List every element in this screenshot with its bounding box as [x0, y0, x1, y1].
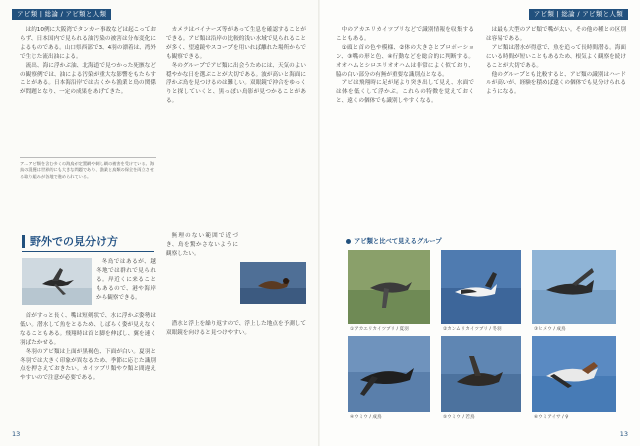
gallery-caption-4: ④ウミウ / 成鳥: [350, 415, 382, 420]
paragraph: ①頭と首の色や模様、②体の大きさとプロポーション、③嘴の形と色、④行動などを総合的に判断する。オオハムとシロエリオオハムは非常によく似ており、脇の白い部分の有無が重要な識別点となる。: [336, 44, 474, 78]
heading-bar: [22, 235, 25, 248]
gallery-caption-1: ①アカエリカイツブリ / 夏羽: [350, 327, 409, 332]
gallery-heading-text: アビ類と比べて見えるグループ: [354, 238, 442, 245]
paragraph: 中のアカエリカイツブリなどで識別情報を収集することもある。: [336, 27, 474, 42]
gallery-caption-2: ②カンムリカイツブリ / 冬羽: [443, 327, 502, 332]
right-col2: [486, 26, 626, 222]
paragraph: アビは飛翔時に足が尾より突き出して見え、水面では体を低くして浮かぶ。これらの特徴を覚えておくと、遠くの個体でも識別しやすくなる。: [336, 80, 474, 105]
paragraph: カメラはバイナーズ等があって生息を確認することができる。アビ類は沿岸の比較的浅い水域で見られることが多く、望遠鏡やスコープを用いれば離れた場所からでも観察できる。: [166, 27, 306, 60]
paragraph: は最も大型のアビ類で嘴が太い。その他の種との区別は容易である。: [486, 27, 626, 42]
bird-photo-flying: [22, 258, 92, 305]
left-upper-col1: [20, 26, 156, 154]
paragraph: は約10例に大阪湾でタンカー事故などは起こっておらず、日本国内で見られる油汚染の被害は分布変化によるものである。山口県西部で3、4羽の漂着は、湾外で生じた流出油による。: [20, 27, 156, 60]
gallery-photo-5: [441, 336, 521, 412]
gallery-caption-6: ⑥ウミアイサ / ♀: [534, 415, 569, 420]
left-lower-col1b: [20, 312, 156, 428]
left-header-tab: アビ類 | 総論 / アビ類と人類: [12, 9, 111, 20]
left-upper-col2: [166, 26, 306, 224]
gallery-heading: [346, 236, 442, 245]
section-title: 野外での見分け方: [30, 235, 118, 248]
left-lower-col2: [166, 232, 238, 318]
left-lower-col2b: [166, 320, 306, 428]
gallery-caption-5: ⑤ウミウ / 若鳥: [443, 415, 475, 420]
paragraph: 冬のグループでアビ類に出会うためには、天気のよい穏やかな日を選ぶことが大切である。波が高いと海面に浮かぶ鳥を見つけるのは難しい。双眼鏡で沖合をゆっくりと探していくと、黒っぽい鳥影が見つかることがある。: [166, 62, 306, 105]
page-number-right: 13: [619, 430, 628, 438]
gallery-photo-1: [348, 250, 430, 324]
gallery-photo-6: [532, 336, 616, 412]
paragraph: 冬羽のアビ類は上面が黒褐色、下面が白い。夏羽と冬羽では大きく印象が異なるため、季節に応じた識別点を押さえておきたい。カイツブリ類やウ類と間違えやすいので注意が必要である。: [20, 348, 156, 382]
footnote: ア…アビ類を含む多くの海鳥が定置網や刺し網の被害を受けている。海鳥の混獲は世界的にも大きな問題であり、漁業と鳥類の保全を両立させる取り組みが各地で進められている。: [20, 157, 156, 180]
paragraph: 流出、海に浮かぶ油、北海道で見つかった死骸などの観察例では、油による汚染が重大な影響をもたらすことがある。日本海沿岸では古くから漁業と鳥の関係が問題となり、一定の成果をあげてきた。: [20, 62, 156, 96]
gallery-photo-4: [348, 336, 430, 412]
bird-photo-swimming: [240, 262, 306, 304]
right-page: [320, 0, 640, 446]
right-header-tab: アビ類 | 総論 / アビ類と人類: [529, 9, 628, 20]
paragraph: 他のグループとも比較すると、アビ類の識別はハードルが高いが、経験を積めば遠くの個体でも見分けられるようになる。: [486, 71, 626, 96]
gallery-caption-3: ③ヒメウ / 成鳥: [534, 327, 566, 332]
section-heading: [22, 232, 154, 252]
paragraph: 潜水と浮上を繰り返すので、浮上した地点を予測して双眼鏡を向けると見つけやすい。: [166, 321, 306, 336]
paragraph: 首がすっと長く、嘴は短剣状で、水に浮かぶ姿勢は低い。潜水して魚をとるため、しばらく姿が見えなくなることもある。飛翔時は首と脚を伸ばし、翼を速く羽ばたかせる。: [20, 313, 156, 346]
page-number-left: 13: [12, 430, 21, 438]
paragraph: 無理のない範囲で近づき、鳥を驚かさないように観察したい。: [166, 233, 238, 257]
gallery-photo-3: [532, 250, 616, 324]
left-lower-col1: [96, 258, 156, 310]
paragraph: アビ類は潜水が得意で、魚を追って長時間潜る。海面にいる時間が短いこともあるため、根気よく観察を続けることが大切である。: [486, 44, 626, 69]
paragraph: 冬鳥ではあるが、越冬地では群れで見られる。岸近くに来ることもあるので、港や海岸から観察できる。: [96, 259, 156, 301]
gallery-photo-2: [441, 250, 521, 324]
bullet-icon: [346, 239, 351, 244]
right-col1: [336, 26, 474, 222]
